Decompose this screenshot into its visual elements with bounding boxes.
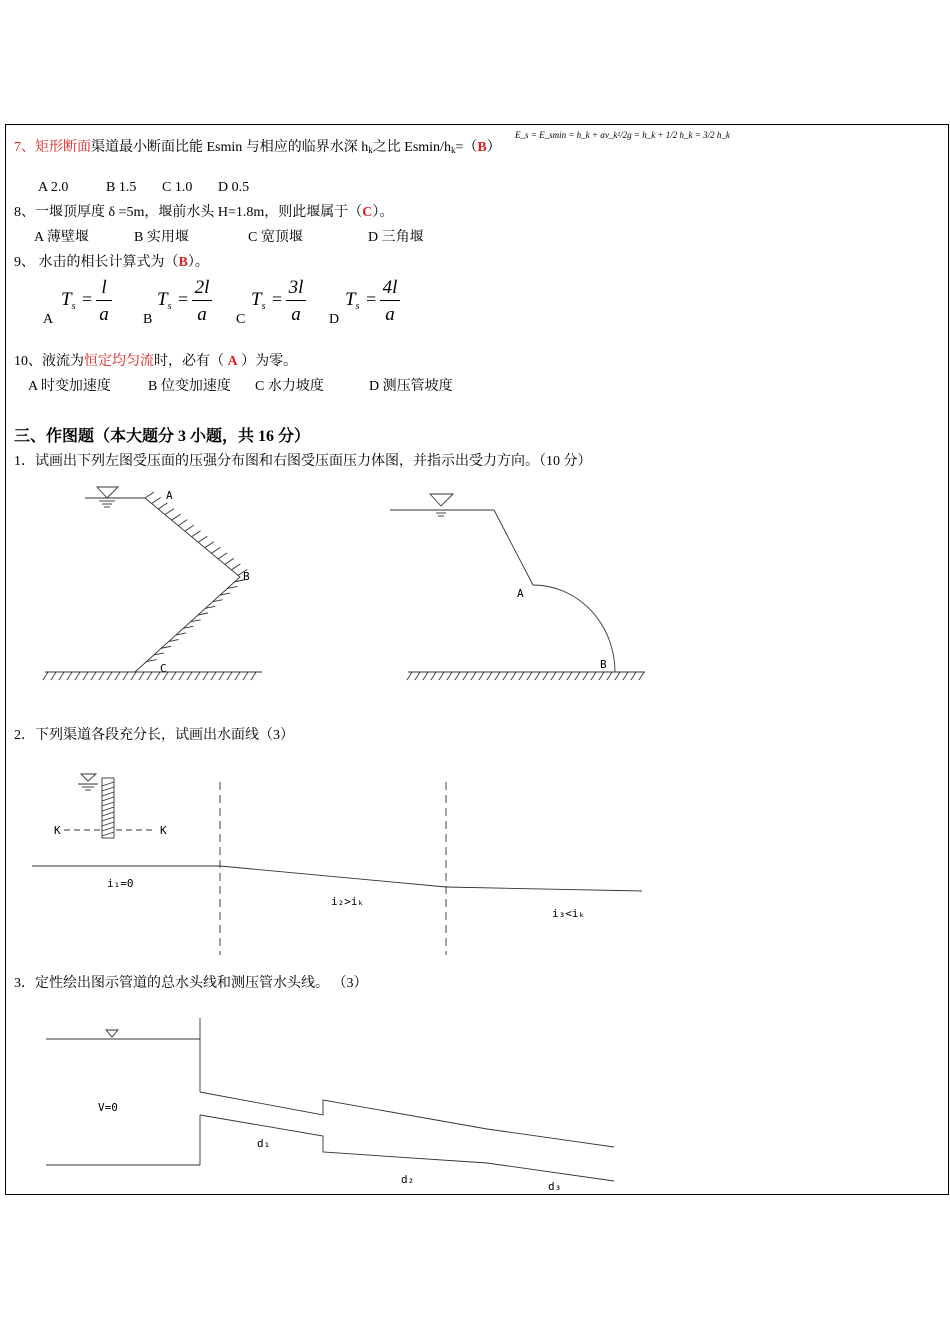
- fig3-label-v0: V=0: [98, 1101, 118, 1114]
- q9-close: ）。: [187, 255, 209, 270]
- hatch-mark: [102, 827, 114, 831]
- hatch-mark: [231, 564, 240, 570]
- hatch-mark: [447, 672, 452, 680]
- q7-text1: 渠道最小断面比能 Esmin 与相应的临界水深 h: [91, 140, 369, 155]
- hatch-mark: [155, 672, 160, 680]
- fig1-left-label-a: A: [166, 489, 173, 502]
- hatch-mark: [75, 672, 80, 680]
- q7-text2: 之比 Esmin/h: [372, 140, 451, 155]
- hatch-mark: [511, 672, 516, 680]
- q7-option-a: A 2.0: [38, 180, 69, 195]
- q7-red-phrase: 矩形断面: [35, 140, 91, 155]
- fig1-left-water-triangle: [97, 487, 118, 498]
- hatch-mark: [415, 672, 420, 680]
- hatch-mark: [102, 792, 114, 796]
- hatch-mark: [431, 672, 436, 680]
- hatch-mark: [59, 672, 64, 680]
- q8-text: 8、一堰顶厚度 δ =5m，堰前水头 H=1.8m，则此堰属于（: [14, 205, 363, 220]
- hatch-mark: [535, 672, 540, 680]
- hatch-mark: [623, 672, 628, 680]
- hatch-mark: [639, 672, 644, 680]
- hatch-mark: [115, 672, 120, 680]
- hatch-mark: [631, 672, 636, 680]
- hatch-mark: [83, 672, 88, 680]
- hatch-mark: [243, 672, 248, 680]
- q10-option-a: A 时变加速度: [28, 379, 111, 394]
- fig2-channel-3: [446, 887, 642, 891]
- hatch-mark: [211, 672, 216, 680]
- fig2-label-i1: i₁=0: [107, 877, 134, 890]
- hatch-mark: [218, 553, 227, 559]
- hatch-mark: [463, 672, 468, 680]
- q9-option-c-equals: =: [272, 289, 283, 309]
- q9-option-c-num: 3l: [288, 277, 304, 298]
- fig1-right-arc: [533, 585, 615, 672]
- hatch-mark: [102, 782, 114, 786]
- hatch-mark: [192, 531, 201, 537]
- fig3-pipe-top: [200, 1092, 614, 1150]
- hatch-mark: [102, 817, 114, 821]
- fig2-label-k-left: K: [54, 824, 61, 837]
- hatch-mark: [219, 672, 224, 680]
- hatch-mark: [178, 520, 187, 526]
- q10-red-phrase: 恒定均匀流: [84, 354, 154, 369]
- hatch-mark: [551, 672, 556, 680]
- hatch-mark: [479, 672, 484, 680]
- fig1-left-ground-hatch: [43, 672, 256, 680]
- hatch-mark: [67, 672, 72, 680]
- q7-option-d: D 0.5: [218, 180, 250, 195]
- fig3-label-d1: d₁: [257, 1137, 271, 1150]
- hatch-mark: [583, 672, 588, 680]
- q9-option-a-symbol: $T_s$: [61, 289, 76, 312]
- hatch-mark: [51, 672, 56, 680]
- hatch-mark: [225, 558, 234, 564]
- hatch-mark: [205, 542, 214, 548]
- hatch-mark: [543, 672, 548, 680]
- q9-option-d-letter: D: [329, 312, 340, 327]
- fig1-left-wall: [135, 498, 240, 675]
- hatch-mark: [152, 498, 161, 504]
- fig3-label-d3: d₃: [548, 1180, 562, 1193]
- hatch-mark: [102, 802, 114, 806]
- q9-option-a-equals: =: [82, 289, 93, 309]
- q7-answer: B: [477, 140, 487, 155]
- hatch-mark: [607, 672, 612, 680]
- hatch-mark: [102, 787, 114, 791]
- hatch-mark: [235, 672, 240, 680]
- fig2-label-i2: i₂>iₖ: [331, 895, 365, 908]
- hatch-mark: [455, 672, 460, 680]
- hatch-mark: [198, 536, 207, 542]
- hatch-mark: [102, 832, 114, 836]
- fig2-channel-2: [220, 866, 446, 887]
- q7-sub-k2: k: [450, 145, 456, 155]
- fig1-right-ground-hatch: [407, 672, 644, 680]
- fig2-label-k-right: K: [160, 824, 167, 837]
- hatch-mark: [147, 672, 152, 680]
- fig3-label-d2: d₂: [401, 1173, 415, 1186]
- fig2-diagram: [32, 774, 642, 955]
- hatch-mark: [503, 672, 508, 680]
- hatch-mark: [145, 492, 154, 498]
- hatch-mark: [139, 672, 144, 680]
- hatch-mark: [439, 672, 444, 680]
- fig1-left-hatch: [145, 489, 247, 662]
- hatch-mark: [102, 822, 114, 826]
- q8-close: ）。: [372, 205, 394, 220]
- hatch-mark: [195, 672, 200, 680]
- q7-number: 7、: [14, 140, 35, 155]
- q7-option-b: B 1.5: [106, 180, 137, 195]
- q10-answer: A: [227, 354, 238, 369]
- q9-option-c-den: a: [291, 304, 301, 325]
- fig1-right-slope: [494, 510, 533, 585]
- hatch-mark: [471, 672, 476, 680]
- fig2-label-i3: i₃<iₖ: [552, 907, 586, 920]
- hatch-mark: [212, 547, 221, 553]
- q8-option-a: A 薄壁堰: [34, 230, 89, 245]
- q10-option-b: B 位变加速度: [148, 379, 231, 394]
- q9-option-b-num: 2l: [194, 277, 210, 298]
- q8-option-b: B 实用堰: [134, 230, 189, 245]
- fig1-left-label-b: B: [243, 570, 250, 583]
- q9-option-d-den: a: [385, 304, 395, 325]
- q7-formula: E_s = E_smin = h_k + αv_k²/2g = h_k + 1/2 h_k = 3/2 h_k: [515, 130, 730, 140]
- q9-option-b-letter: B: [143, 312, 153, 327]
- hatch-mark: [102, 797, 114, 801]
- fig1-right-diagram: [390, 494, 645, 680]
- hatch-mark: [187, 672, 192, 680]
- q9-text: 9、 水击的相长计算式为（: [14, 255, 179, 270]
- fig3-water-triangle: [106, 1030, 118, 1037]
- hatch-mark: [102, 807, 114, 811]
- fig2-water-triangle: [81, 774, 96, 781]
- fig1-right-label-a: A: [517, 587, 524, 600]
- hatch-mark: [227, 672, 232, 680]
- q9-option-b-equals: =: [178, 289, 189, 309]
- hatch-mark: [158, 503, 167, 509]
- q8-answer: C: [362, 205, 373, 220]
- hatch-mark: [407, 672, 412, 680]
- q9-answer: B: [178, 255, 188, 270]
- hatch-mark: [102, 812, 114, 816]
- hatch-mark: [238, 569, 247, 575]
- q9-option-a-num: l: [101, 277, 107, 298]
- hatch-mark: [91, 672, 96, 680]
- section3-p3: 3．定性绘出图示管道的总水头线和测压管水头线。 （3）: [14, 976, 368, 991]
- hatch-mark: [171, 672, 176, 680]
- hatch-mark: [99, 672, 104, 680]
- hatch-mark: [575, 672, 580, 680]
- fig1-right-water-triangle: [430, 494, 453, 506]
- q7-close: ）: [486, 140, 501, 155]
- q10-option-c: C 水力坡度: [255, 379, 324, 394]
- q9-option-d-symbol: $T_s$: [345, 289, 360, 312]
- hatch-mark: [599, 672, 604, 680]
- hatch-mark: [519, 672, 524, 680]
- q9-option-a-letter: A: [43, 312, 54, 327]
- q7-sub-k: k: [368, 145, 373, 155]
- q9-option-d-num: 4l: [382, 277, 398, 298]
- hatch-mark: [495, 672, 500, 680]
- hatch-mark: [591, 672, 596, 680]
- q10-close: ）为零。: [237, 354, 298, 369]
- q10-text1: 10、液流为: [14, 354, 84, 369]
- hatch-mark: [179, 672, 184, 680]
- q7-text3: =（: [455, 140, 478, 155]
- hatch-mark: [251, 672, 256, 680]
- hatch-mark: [43, 672, 48, 680]
- q9-option-c-letter: C: [236, 312, 246, 327]
- section3-title: 三、作图题（本大题分 3 小题，共 16 分）: [14, 428, 311, 445]
- hatch-mark: [615, 672, 620, 680]
- fig1-left-diagram: [43, 487, 262, 680]
- fig1-left-label-c: C: [160, 662, 167, 675]
- q7-option-c: C 1.0: [162, 180, 193, 195]
- hatch-mark: [567, 672, 572, 680]
- q10-text2: 时，必有（: [154, 354, 228, 369]
- q8-option-c: C 宽顶堰: [248, 230, 303, 245]
- hatch-mark: [165, 509, 174, 515]
- hatch-mark: [107, 672, 112, 680]
- fig3-pipe-bottom: [200, 1115, 614, 1181]
- q9-option-c-symbol: $T_s$: [251, 289, 266, 312]
- hatch-mark: [487, 672, 492, 680]
- hatch-mark: [559, 672, 564, 680]
- section3-p1: 1．试画出下列左图受压面的压强分布图和右图受压面压力体图，并指示出受力方向。（10 分）: [14, 454, 592, 469]
- hatch-mark: [423, 672, 428, 680]
- q9-option-b-symbol: $T_s$: [157, 289, 172, 312]
- hatch-mark: [527, 672, 532, 680]
- q9-option-a-den: a: [99, 304, 109, 325]
- section3-p2: 2．下列渠道各段充分长，试画出水面线（3）: [14, 728, 294, 743]
- q10-option-d: D 测压管坡度: [369, 379, 453, 394]
- hatch-mark: [185, 525, 194, 531]
- fig1-right-label-b: B: [600, 658, 607, 671]
- fig3-diagram: [46, 1018, 614, 1181]
- hatch-mark: [163, 672, 168, 680]
- q9-option-b-den: a: [197, 304, 207, 325]
- hatch-mark: [172, 514, 181, 520]
- hatch-mark: [203, 672, 208, 680]
- q9-option-d-equals: =: [366, 289, 377, 309]
- q8-option-d: D 三角堰: [368, 230, 424, 245]
- hatch-mark: [131, 672, 136, 680]
- hatch-mark: [123, 672, 128, 680]
